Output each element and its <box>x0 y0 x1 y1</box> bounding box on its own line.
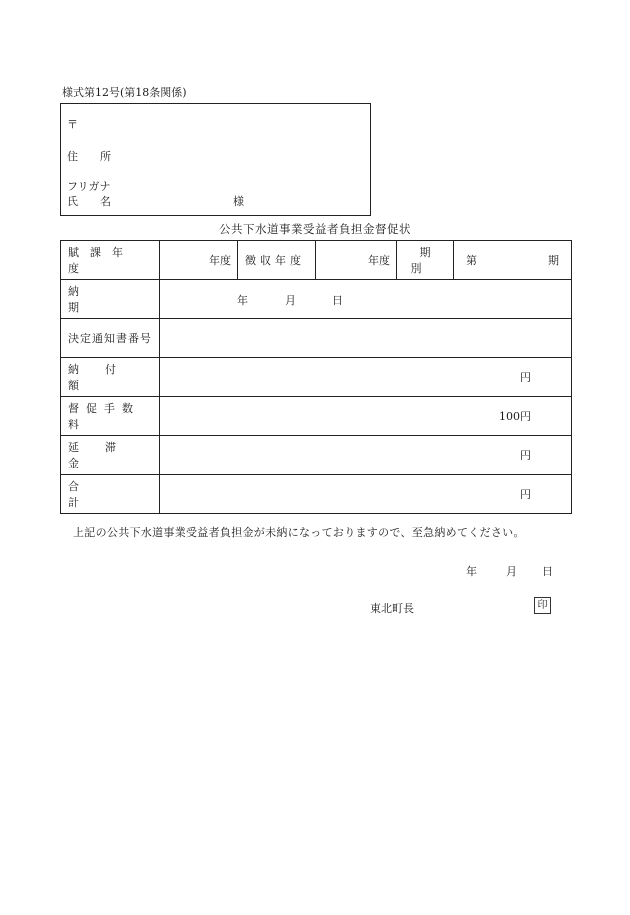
period-label: 期別 <box>410 246 449 275</box>
period-label-cell <box>397 241 454 280</box>
collection-year-label: 徴収年度 <box>245 254 305 267</box>
reminder-fee-label: 督促手数料 <box>68 402 140 431</box>
payment-amount-label: 納付額 <box>68 363 142 392</box>
address-label: 住 所 <box>67 150 111 163</box>
collection-year-value-cell <box>316 241 397 280</box>
collection-year-label-cell <box>238 241 316 280</box>
issue-date <box>466 563 553 579</box>
notice-number-label: 決定通知書番号 <box>68 332 152 345</box>
issue-date-day: 日 <box>542 565 553 578</box>
late-fee-label-cell <box>61 436 160 475</box>
fiscal-year-suffix: 年度 <box>209 254 231 267</box>
period-suffix: 期 <box>548 254 559 267</box>
notice-number-label-cell <box>61 319 160 358</box>
total-label: 合計 <box>68 480 149 509</box>
period-prefix: 第 <box>466 254 477 267</box>
issue-date-year: 年 <box>466 565 477 578</box>
due-date-label-cell <box>61 280 160 319</box>
late-fee-value-cell <box>160 436 572 475</box>
due-date-day: 日 <box>332 294 343 307</box>
period-value-cell <box>454 241 572 280</box>
table-row-total <box>61 475 572 514</box>
notice-text: 上記の公共下水道事業受益者負担金が未納になっておりますので、至急納めてください。 <box>73 526 525 539</box>
document-title: 公共下水道事業受益者負担金督促状 <box>219 222 411 236</box>
due-date-label: 納期 <box>68 285 149 314</box>
mayor-title: 東北町長 <box>370 602 414 615</box>
table-row-notice-number <box>61 319 572 358</box>
payment-amount-label-cell <box>61 358 160 397</box>
postal-mark: 〒 <box>67 118 78 131</box>
table-row-due-date <box>61 280 572 319</box>
payment-amount-value-cell <box>160 358 572 397</box>
seal-mark: 印 <box>534 597 551 614</box>
total-unit: 円 <box>520 488 531 501</box>
fiscal-year-value-cell <box>160 241 238 280</box>
total-label-cell <box>61 475 160 514</box>
reminder-fee-label-cell <box>61 397 160 436</box>
reminder-table <box>60 240 572 514</box>
payment-amount-unit: 円 <box>520 371 531 384</box>
form-number-label: 様式第12号(第18条関係) <box>62 86 187 99</box>
issue-date-month: 月 <box>506 565 517 578</box>
collection-year-suffix: 年度 <box>368 254 390 267</box>
table-row-payment-amount <box>61 358 572 397</box>
fiscal-year-label: 賦課年度 <box>68 246 134 275</box>
reminder-fee-value-cell <box>160 397 572 436</box>
reminder-fee-value: 100円 <box>499 410 531 423</box>
late-fee-unit: 円 <box>520 449 531 462</box>
late-fee-label: 延滞金 <box>68 441 142 470</box>
table-row-years <box>61 241 572 280</box>
address-box <box>60 103 371 216</box>
total-value-cell <box>160 475 572 514</box>
furigana-label: フリガナ <box>67 180 111 193</box>
notice-number-value-cell <box>160 319 572 358</box>
name-label: 氏 名 <box>67 195 111 208</box>
due-date-year: 年 <box>237 294 248 307</box>
fiscal-year-label-cell <box>61 241 160 280</box>
due-date-value-cell <box>160 280 572 319</box>
honorific-label: 様 <box>233 195 244 208</box>
due-date-month: 月 <box>285 294 296 307</box>
table-row-late-fee <box>61 436 572 475</box>
table-row-reminder-fee <box>61 397 572 436</box>
